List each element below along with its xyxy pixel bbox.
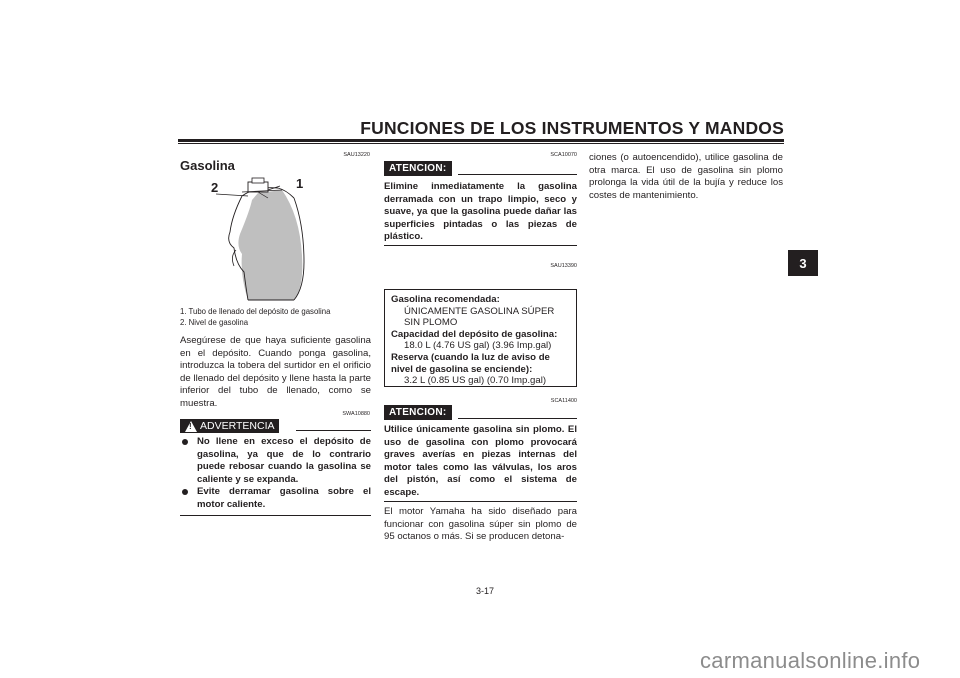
tank-capacity-label: Capacidad del depósito de gasolina: <box>391 328 558 340</box>
tank-capacity-value: 18.0 L (4.76 US gal) (3.96 Imp.gal) <box>404 340 552 352</box>
fuel-intro-paragraph: Asegúrese de que haya suficiente gasolina en el depósito. Cuando ponga gasolina, introduzca la tobera del surtidor en el orificio de llenado del depósito y llene hasta la parte inferior del tubo de llenado, como se muestra. <box>180 335 371 409</box>
caution1-text: Elimine inmediatamente la gasolina derramada con un trapo limpio, seco y suave, ya que la gasolina puede dañar las superficies pintadas o las piezas de plástico. <box>384 181 577 243</box>
caution2-text: Utilice únicamente gasolina sin plomo. El uso de gasolina con plomo provocará graves averías en piezas internas del motor tales como las válvulas, los aros del pistón, así como el sistema de escape. <box>384 424 577 498</box>
reserve-label-1: Reserva (cuando la luz de aviso de <box>391 351 550 363</box>
section-code: SAU13220 <box>343 152 370 158</box>
chapter-tab: 3 <box>788 250 818 276</box>
warning-rule <box>296 430 371 431</box>
warning-item-1: No llene en exceso el depósito de gasolina, ya que de lo contrario puede rebosar cuando la gasolina se caliente y se expanda. <box>180 436 371 486</box>
caution2-label: ATENCION: <box>384 405 452 420</box>
recommended-fuel-value-2: SIN PLOMO <box>404 317 458 329</box>
reserve-value: 3.2 L (0.85 US gal) (0.70 Imp.gal) <box>404 375 547 387</box>
figure-label-2: 2 <box>211 180 219 195</box>
watermark: carmanualsonline.info <box>700 648 921 673</box>
caution1-rule <box>458 174 577 175</box>
warning-list <box>180 436 371 512</box>
caption-2: 2. Nivel de gasolina <box>180 318 249 327</box>
caution2-code: SCA11400 <box>550 398 577 404</box>
caption-1: 1. Tubo de llenado del depósito de gasolina <box>180 307 331 316</box>
page-number: 3-17 <box>475 586 494 596</box>
page-header-title: FUNCIONES DE LOS INSTRUMENTOS Y MANDOS <box>360 118 784 138</box>
figure-captions <box>180 306 370 328</box>
header-rule <box>178 139 784 142</box>
caution2-rule <box>458 418 577 419</box>
section-title: Gasolina <box>180 158 235 173</box>
recommended-fuel-value-1: ÚNICAMENTE GASOLINA SÚPER <box>404 305 555 317</box>
fuel-box-code: SAU13390 <box>550 263 577 269</box>
figure-label-1: 1 <box>296 176 304 191</box>
fuel-spec-box <box>384 289 577 387</box>
warning-item-2: Evite derramar gasolina sobre el motor caliente. <box>180 486 371 511</box>
caution2-end-rule <box>384 501 577 502</box>
reserve-label-2: nivel de gasolina se enciende): <box>391 363 533 375</box>
exclamation-icon: ! <box>189 422 192 431</box>
engine-paragraph: El motor Yamaha ha sido diseñado para funcionar con gasolina súper sin plomo de 95 octanos o más. Si se producen detona- <box>384 506 577 543</box>
recommended-fuel-label: Gasolina recomendada: <box>391 294 500 305</box>
warning-code: SWA10880 <box>342 411 370 417</box>
caution1-end-rule <box>384 245 577 246</box>
warning-end-rule <box>180 515 371 516</box>
caution1-label: ATENCION: <box>384 161 452 176</box>
continuation-paragraph: ciones (o autoencendido), utilice gasolina de otra marca. El uso de gasolina sin plomo prolonga la vida útil de la bujía y reduce los costes de mantenimiento. <box>589 152 783 201</box>
header-rule-secondary <box>178 143 784 144</box>
caution1-code: SCA10070 <box>550 152 577 158</box>
warning-label-text: ADVERTENCIA <box>200 420 275 432</box>
warning-label <box>180 419 279 433</box>
